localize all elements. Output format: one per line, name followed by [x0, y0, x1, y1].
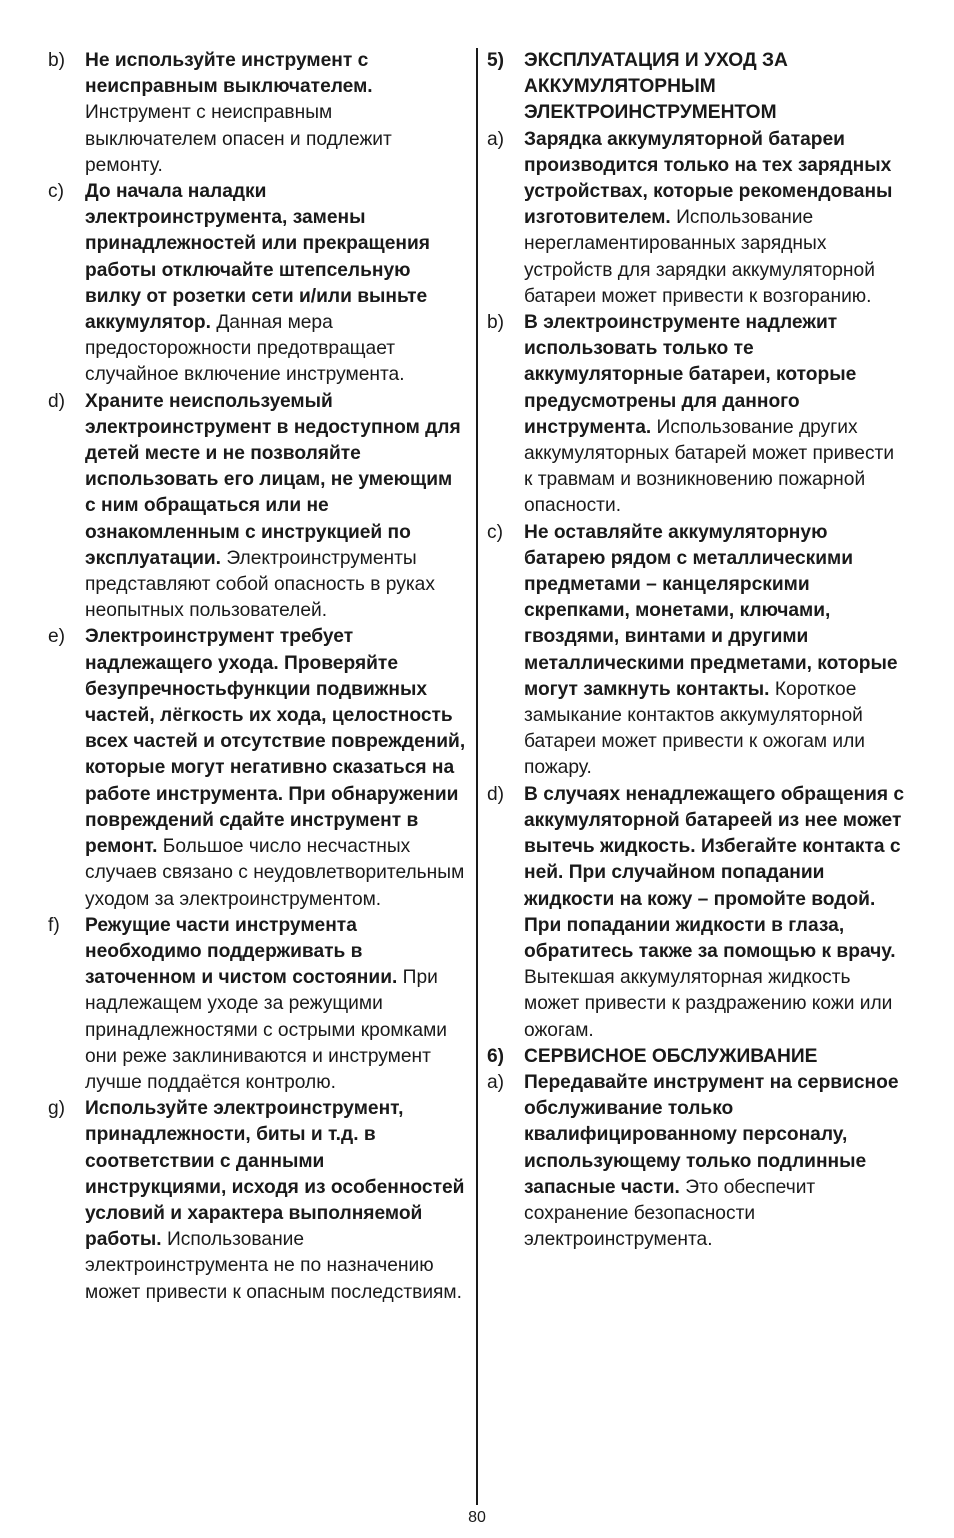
page-number: 80 [468, 1509, 486, 1526]
section-number: 5) [487, 50, 505, 71]
instruction-item-5d [487, 782, 907, 1044]
item-text: Использование электроинструмента не по назначению может привести к опасным последствиям. [85, 1229, 462, 1303]
instruction-item-5c [487, 520, 907, 782]
item-text: Использование других аккумуляторных батарей может привести к травмам и возникновению пожарной опасности. [524, 416, 895, 517]
item-text: Инструмент с неисправным выключателем опасен и подлежит ремонту. [85, 102, 392, 176]
section-title: ЭКСПЛУАТАЦИЯ И УХОД ЗА АККУМУЛЯТОРНЫМ ЭЛЕКТРОИНСТРУМЕНТОМ [524, 50, 788, 124]
item-label: g) [48, 1098, 66, 1120]
item-label: a) [487, 128, 505, 150]
column-divider [476, 48, 478, 1505]
item-bold-text: Зарядка аккумуляторной батареи производится только на тех зарядных устройствах, которые рекомендованы изготовителем. [524, 128, 893, 229]
item-bold-text: Храните неиспользуемый электроинструмент в недоступном для детей месте и не позволяйте использовать его лицам, не умеющим с ним обращаться или не ознакомленным с инструкцией по эксплуатации. [85, 390, 461, 569]
item-label: f) [48, 914, 60, 936]
item-text: Это обеспечит сохранение безопасности электроинструмента. [524, 1176, 816, 1251]
instruction-item-e [48, 624, 468, 912]
instruction-item-b [48, 48, 468, 179]
item-bold-text: В электроинструменте надлежит использовать только те аккумуляторные батареи, которые предусмотрены для данного инструмента. [524, 312, 857, 438]
item-bold-text: Режущие части инструмента необходимо поддерживать в заточенном и чистом состоянии. [85, 914, 398, 989]
item-bold-text: Не используйте инструмент с неисправным выключателем. [85, 50, 373, 98]
item-text: Вытекшая аккумуляторная жидкость может привести к раздражению кожи или ожогам. [524, 967, 893, 1041]
item-label: e) [48, 626, 66, 648]
section-heading-5 [487, 48, 907, 127]
item-bold-text: Не оставляйте аккумуляторную батарею рядом с металлическими предметами – канцелярскими скрепками, монетами, ключами, гвоздями, винтами и другими металлическими предметами, которые могут замкнуть контакты. [524, 521, 898, 700]
item-bold-text: До начала наладки электроинструмента, замены принадлежностей или прекращения работы отключайте штепсельную вилку от розетки сети и/или выньте аккумулятор. [85, 181, 430, 334]
item-label: b) [487, 312, 505, 334]
item-bold-text: В случаях ненадлежащего обращения с аккумуляторной батареей из нее может вытечь жидкость. Избегайте контакта с ней. При случайном попадании жидкости на кожу – промойте водой. При попадании жидкости в глаза, обратитесь также за помощью к врачу. [524, 783, 905, 962]
item-label: a) [487, 1071, 505, 1093]
instruction-item-g [48, 1096, 468, 1306]
section-number: 6) [487, 1045, 505, 1067]
item-label: d) [487, 783, 505, 805]
left-column [48, 48, 468, 1306]
item-text: Короткое замыкание контактов аккумуляторной батареи может привести к ожогам или пожару. [524, 678, 866, 779]
item-bold-text: Электроинструмент требует надлежащего ухода. Проверяйте безупречностьфункции подвижных частей, лёгкость их хода, целостность всех частей и отсутствие повреждений, которые могут негативно сказаться на работе инструмента. При обнаружении повреждений сдайте инструмент в ремонт. [85, 626, 466, 858]
item-bold-text: Используйте электроинструмент, принадлежности, биты и т.д. в соответствии с данными инструкциями, исходя из особенностей условий и характера выполняемой работы. [85, 1098, 465, 1251]
item-bold-text: Передавайте инструмент на сервисное обслуживание только квалифицированному персоналу, использующему только подлинные запасные части. [524, 1071, 899, 1198]
item-text: Использование нерегламентированных зарядных устройств для зарядки аккумуляторной батареи может привести к возгоранию. [524, 207, 875, 307]
instruction-item-5b [487, 310, 907, 520]
instruction-item-5a [487, 127, 907, 310]
item-label: c) [48, 181, 64, 203]
item-text: Электроинструменты представляют собой опасность в руках неопытных пользователей. [85, 547, 435, 622]
item-text: Данная мера предосторожности предотвращает случайное включение инструмента. [85, 312, 405, 386]
instruction-item-c [48, 179, 468, 389]
item-text: Большое число несчастных случаев связано с неудовлетворительным уходом за электроинструментом. [85, 836, 465, 910]
instruction-item-6a [487, 1070, 907, 1253]
item-label: d) [48, 390, 66, 412]
instruction-item-f [48, 913, 468, 1096]
item-label: c) [487, 521, 503, 543]
section-heading-6 [487, 1044, 907, 1070]
item-text: При надлежащем уходе за режущими принадлежностями с острыми кромками они реже заклиниваются и инструмент лучше поддаётся контролю. [85, 967, 448, 1093]
section-title: СЕРВИСНОЕ ОБСЛУЖИВАНИЕ [524, 1045, 818, 1067]
right-column [487, 48, 907, 1253]
item-label: b) [48, 50, 66, 71]
instruction-item-d [48, 389, 468, 625]
